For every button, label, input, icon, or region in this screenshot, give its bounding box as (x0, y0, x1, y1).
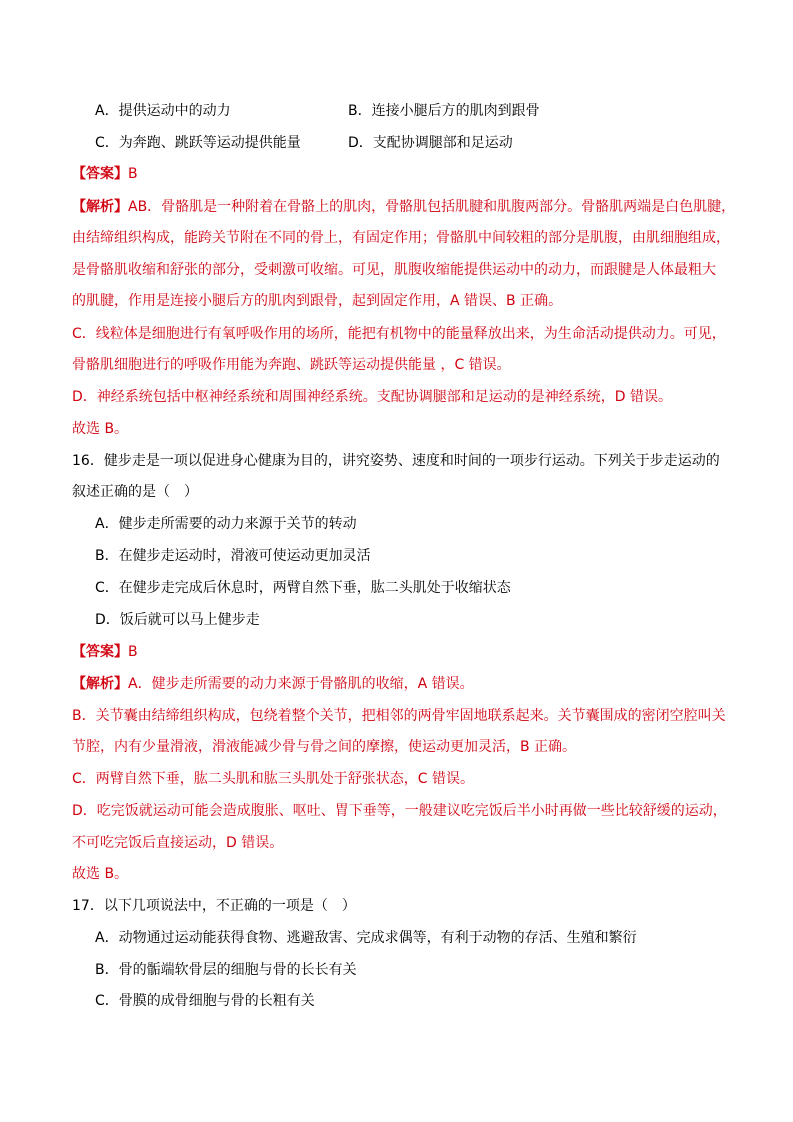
q16-conclusion: 故选 B。 (72, 866, 129, 882)
answer-value: B (128, 644, 138, 660)
q17-option-b: B．骨的骺端软骨层的细胞与骨的长长有关 (95, 962, 357, 978)
q15-analysis-line: D．神经系统包括中枢神经系统和周围神经系统。支配协调腿部和足运动的是神经系统，D 错误。 (72, 389, 673, 405)
q16-analysis-line: C．两臂自然下垂，肱二头肌和肱三头肌处于舒张状态，C 错误。 (72, 771, 474, 787)
q16-analysis-line: 不可吃完饭后直接运动，D 错误。 (72, 835, 284, 851)
q15-option-c: C．为奔跑、跳跃等运动提供能量 (95, 135, 301, 151)
answer-tag: 【答案】 (72, 166, 128, 182)
analysis-text: AB．骨骼肌是一种附着在骨骼上的肌肉，骨骼肌包括肌腱和肌腹两部分。骨骼肌两端是白色肌腱， (128, 199, 736, 215)
q16-stem: 16．健步走是一项以促进身心健康为目的，讲究姿势、速度和时间的一项步行运动。下列关于步走运动的 (72, 453, 720, 469)
q15-analysis-line: 是骨骼肌收缩和舒张的部分，受刺激可收缩。可见，肌腹收缩能提供运动中的动力，而跟腱是人体最粗大 (72, 262, 716, 278)
q16-option-a: A．健步走所需要的动力来源于关节的转动 (95, 516, 357, 532)
q15-analysis-line: 的肌腱，作用是连接小腿后方的肌肉到跟骨，起到固定作用，A 错误、B 正确。 (72, 293, 563, 309)
answer-tag: 【答案】 (72, 644, 128, 660)
q15-conclusion: 故选 B。 (72, 421, 129, 437)
q15-option-b: B．连接小腿后方的肌肉到跟骨 (348, 103, 540, 119)
q16-analysis-line: 节腔，内有少量滑液，滑液能减少骨与骨之间的摩擦，使运动更加灵活，B 正确。 (72, 739, 577, 755)
q15-analysis-line: 骨骼肌细胞进行的呼吸作用能为奔跑、跳跃等运动提供能量 ，C 错误。 (72, 357, 511, 373)
q16-option-d: D．饭后就可以马上健步走 (95, 612, 260, 628)
analysis-tag: 【解析】 (72, 199, 128, 215)
q15-option-d: D．支配协调腿部和足运动 (348, 135, 513, 151)
q17-stem: 17．以下几项说法中，不正确的一项是（ ） (72, 898, 356, 914)
q16-analysis-line (72, 674, 732, 694)
q16-answer-row (72, 642, 732, 662)
answer-value: B (128, 166, 138, 182)
q16-option-b: B．在健步走运动时，滑液可使运动更加灵活 (95, 548, 371, 564)
q17-option-a: A．动物通过运动能获得食物、逃避敌害、完成求偶等，有利于动物的存活、生殖和繁衍 (95, 930, 637, 946)
q16-analysis-line: B．关节囊由结缔组织构成，包绕着整个关节，把相邻的两骨牢固地联系起来。关节囊围成的密闭空腔叫关 (72, 708, 726, 724)
q16-stem: 叙述正确的是（ ） (72, 484, 198, 500)
q15-analysis-line (72, 197, 736, 217)
q15-answer-row (72, 164, 732, 184)
q15-option-a: A．提供运动中的动力 (95, 103, 231, 119)
q15-analysis-line: 由结缔组织构成，能跨关节附在不同的骨上，有固定作用；骨骼肌中间较粗的部分是肌腹，由肌细胞组成， (72, 230, 730, 246)
analysis-tag: 【解析】 (72, 676, 128, 692)
q16-option-c: C．在健步走完成后休息时，两臂自然下垂，肱二头肌处于收缩状态 (95, 580, 511, 596)
q15-analysis-line: C．线粒体是细胞进行有氧呼吸作用的场所，能把有机物中的能量释放出来，为生命活动提供动力。可见， (72, 326, 726, 342)
analysis-text: A．健步走所需要的动力来源于骨骼肌的收缩，A 错误。 (128, 676, 474, 692)
q17-option-c: C．骨膜的成骨细胞与骨的长粗有关 (95, 993, 315, 1009)
q16-analysis-line: D．吃完饭就运动可能会造成腹胀、呕吐、胃下垂等，一般建议吃完饭后半小时再做一些比较舒缓的运动， (72, 803, 727, 819)
